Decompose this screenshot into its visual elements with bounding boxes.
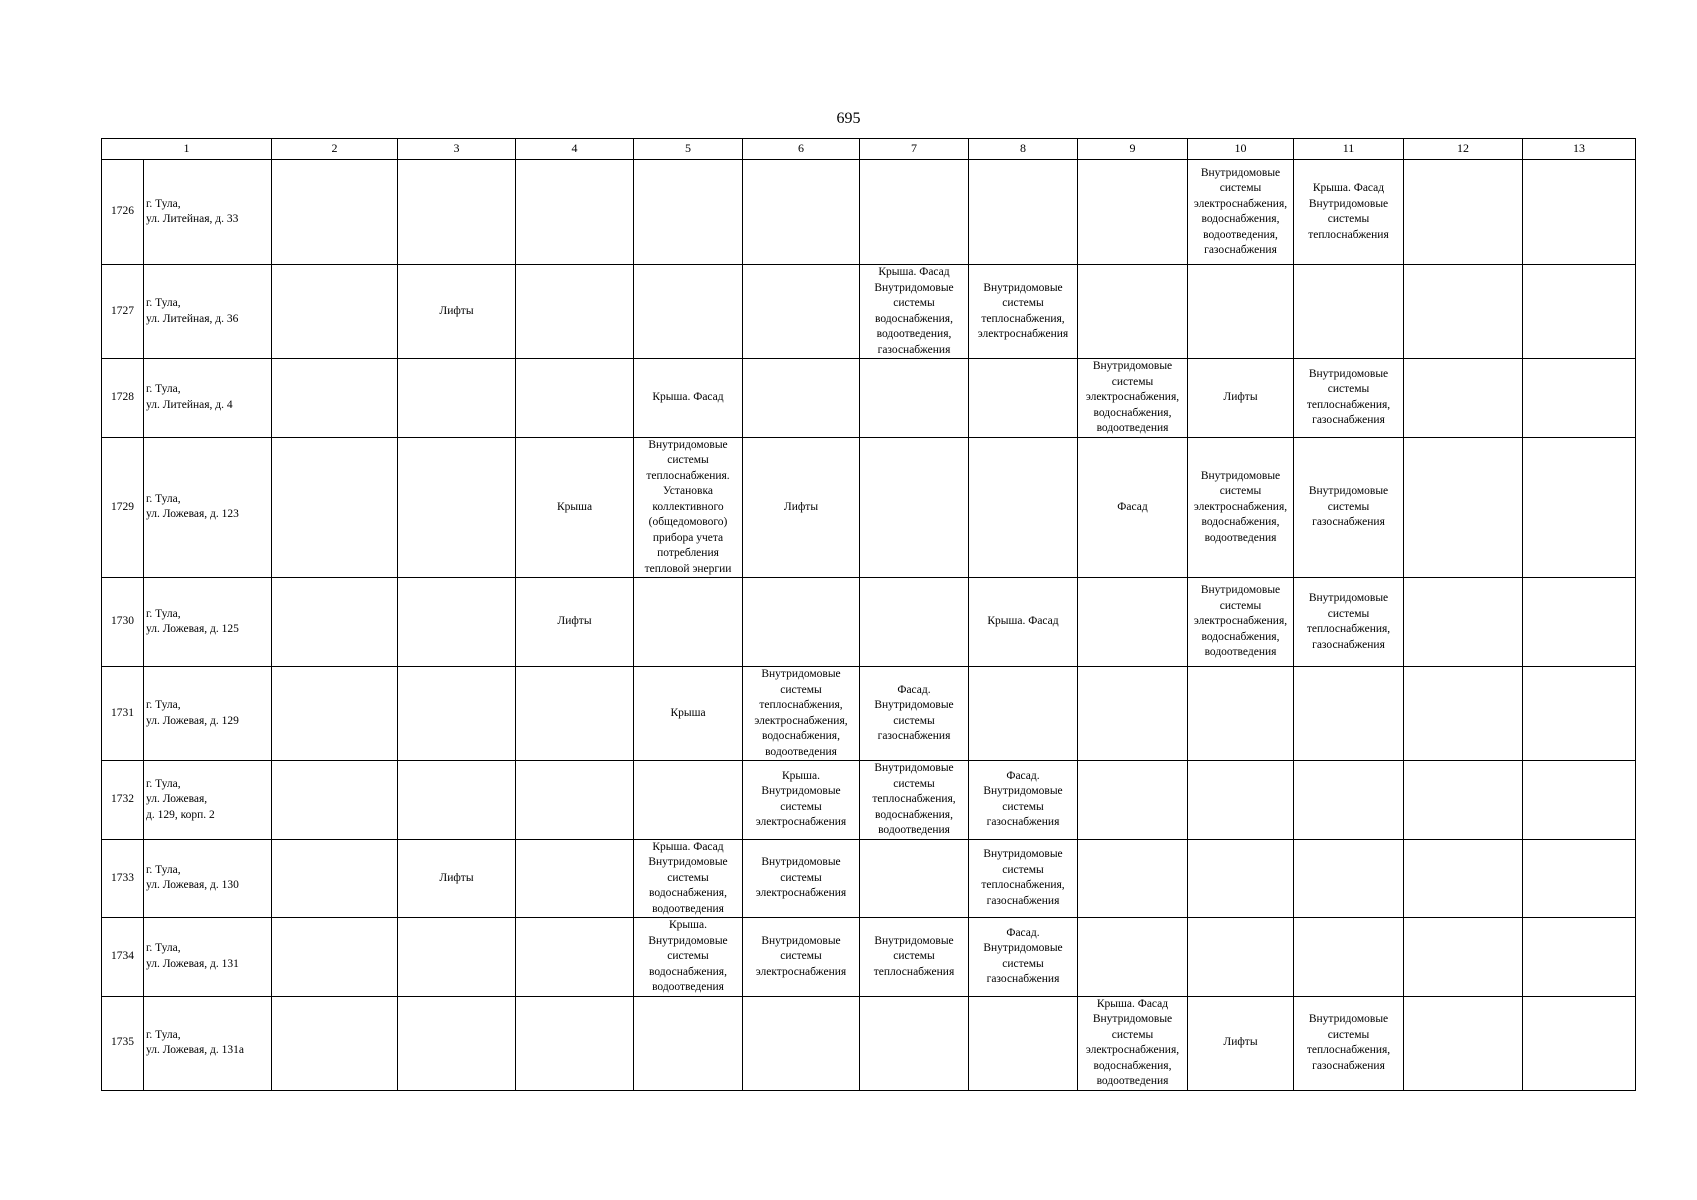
work-cell: Лифты xyxy=(1188,996,1294,1090)
work-cell: Внутридомовые системы газоснабжения xyxy=(1294,437,1404,578)
work-cell: Лифты xyxy=(1188,359,1294,438)
row-number: 1734 xyxy=(102,918,144,997)
work-cell xyxy=(1078,160,1188,265)
work-cell xyxy=(272,918,398,997)
work-cell: Лифты xyxy=(743,437,860,578)
work-cell: Фасад. Внутридомовые системы газоснабжения xyxy=(860,667,969,761)
table-row xyxy=(102,996,1636,1090)
table-row xyxy=(102,437,1636,578)
address-cell: г. Тула, ул. Литейная, д. 4 xyxy=(144,359,272,438)
work-cell: Внутридомовые системы электроснабжения, водоснабжения, водоотведения xyxy=(1188,578,1294,667)
row-number: 1728 xyxy=(102,359,144,438)
work-cell xyxy=(969,359,1078,438)
work-cell xyxy=(743,578,860,667)
address-cell: г. Тула, ул. Ложевая, д. 130 xyxy=(144,839,272,918)
column-header: 5 xyxy=(634,139,743,160)
work-cell: Внутридомовые системы теплоснабжения, газоснабжения xyxy=(1294,578,1404,667)
work-cell: Фасад. Внутридомовые системы газоснабжения xyxy=(969,761,1078,840)
work-cell xyxy=(272,160,398,265)
work-cell xyxy=(860,160,969,265)
work-schedule-table xyxy=(101,138,1636,1091)
table-row xyxy=(102,667,1636,761)
work-cell: Крыша. Внутридомовые системы водоснабжения, водоотведения xyxy=(634,918,743,997)
row-number: 1731 xyxy=(102,667,144,761)
work-cell xyxy=(1404,578,1523,667)
work-cell xyxy=(1294,839,1404,918)
work-cell xyxy=(1523,839,1636,918)
work-cell: Внутридомовые системы электроснабжения, водоснабжения, водоотведения xyxy=(1188,437,1294,578)
work-cell xyxy=(860,996,969,1090)
work-cell xyxy=(743,265,860,359)
work-cell: Крыша. Внутридомовые системы электроснабжения xyxy=(743,761,860,840)
row-number: 1730 xyxy=(102,578,144,667)
work-cell xyxy=(516,761,634,840)
work-cell xyxy=(1404,437,1523,578)
work-cell xyxy=(1523,761,1636,840)
work-cell: Лифты xyxy=(516,578,634,667)
table-row xyxy=(102,839,1636,918)
work-cell xyxy=(1078,578,1188,667)
work-cell xyxy=(398,160,516,265)
work-cell: Крыша. Фасад Внутридомовые системы электроснабжения, водоснабжения, водоотведения xyxy=(1078,996,1188,1090)
column-header: 10 xyxy=(1188,139,1294,160)
work-cell: Фасад. Внутридомовые системы газоснабжения xyxy=(969,918,1078,997)
work-cell: Фасад xyxy=(1078,437,1188,578)
work-cell xyxy=(860,839,969,918)
work-cell xyxy=(1294,667,1404,761)
work-cell xyxy=(1523,160,1636,265)
work-cell: Крыша xyxy=(516,437,634,578)
work-cell xyxy=(743,359,860,438)
work-cell xyxy=(860,437,969,578)
work-cell xyxy=(516,667,634,761)
work-cell: Крыша xyxy=(634,667,743,761)
work-cell xyxy=(272,839,398,918)
column-header: 13 xyxy=(1523,139,1636,160)
work-cell: Внутридомовые системы электроснабжения xyxy=(743,918,860,997)
work-cell xyxy=(1404,761,1523,840)
work-cell: Внутридомовые системы теплоснабжения, электроснабжения xyxy=(969,265,1078,359)
work-cell xyxy=(516,839,634,918)
page-number: 695 xyxy=(836,110,861,127)
work-cell xyxy=(516,359,634,438)
address-cell: г. Тула, ул. Ложевая, д. 129 xyxy=(144,667,272,761)
work-cell: Внутридомовые системы теплоснабжения, водоснабжения, водоотведения xyxy=(860,761,969,840)
work-cell xyxy=(272,265,398,359)
work-cell xyxy=(969,996,1078,1090)
address-cell: г. Тула, ул. Ложевая, д. 125 xyxy=(144,578,272,667)
table-row xyxy=(102,160,1636,265)
work-cell: Внутридомовые системы теплоснабжения. Установка коллективного (общедомового) прибора учета потребления тепловой энергии xyxy=(634,437,743,578)
work-cell xyxy=(1523,578,1636,667)
work-cell xyxy=(1078,839,1188,918)
work-cell xyxy=(969,437,1078,578)
column-header: 11 xyxy=(1294,139,1404,160)
column-header: 8 xyxy=(969,139,1078,160)
work-cell xyxy=(398,359,516,438)
work-cell xyxy=(1404,918,1523,997)
row-number: 1733 xyxy=(102,839,144,918)
work-cell xyxy=(1523,996,1636,1090)
work-cell xyxy=(743,996,860,1090)
work-cell xyxy=(1294,918,1404,997)
work-cell: Внутридомовые системы теплоснабжения, газоснабжения xyxy=(969,839,1078,918)
work-cell: Внутридомовые системы теплоснабжения, электроснабжения, водоснабжения, водоотведения xyxy=(743,667,860,761)
column-header: 9 xyxy=(1078,139,1188,160)
row-number: 1735 xyxy=(102,996,144,1090)
work-cell xyxy=(272,359,398,438)
work-cell xyxy=(1078,918,1188,997)
work-cell xyxy=(1404,996,1523,1090)
work-cell xyxy=(634,996,743,1090)
work-cell xyxy=(1404,839,1523,918)
work-cell xyxy=(1294,761,1404,840)
work-cell xyxy=(1523,359,1636,438)
work-cell xyxy=(398,918,516,997)
work-cell xyxy=(860,359,969,438)
work-cell: Внутридомовые системы электроснабжения xyxy=(743,839,860,918)
work-cell xyxy=(516,265,634,359)
column-header: 1 xyxy=(102,139,272,160)
row-number: 1727 xyxy=(102,265,144,359)
work-cell xyxy=(1078,265,1188,359)
address-cell: г. Тула, ул. Ложевая, д. 131а xyxy=(144,996,272,1090)
work-cell xyxy=(1523,918,1636,997)
work-cell xyxy=(1188,761,1294,840)
work-cell xyxy=(1188,839,1294,918)
work-cell xyxy=(1523,667,1636,761)
table-row xyxy=(102,265,1636,359)
work-cell xyxy=(516,160,634,265)
work-cell xyxy=(398,996,516,1090)
column-header: 3 xyxy=(398,139,516,160)
work-cell xyxy=(1078,667,1188,761)
table-row xyxy=(102,578,1636,667)
work-cell xyxy=(272,667,398,761)
work-cell: Внутридомовые системы электроснабжения, водоснабжения, водоотведения xyxy=(1078,359,1188,438)
work-cell xyxy=(272,578,398,667)
work-cell xyxy=(969,667,1078,761)
work-cell: Внутридомовые системы электроснабжения, водоснабжения, водоотведения, газоснабжения xyxy=(1188,160,1294,265)
column-header: 6 xyxy=(743,139,860,160)
address-cell: г. Тула, ул. Литейная, д. 33 xyxy=(144,160,272,265)
table-row xyxy=(102,359,1636,438)
work-cell xyxy=(969,160,1078,265)
work-cell: Внутридомовые системы теплоснабжения xyxy=(860,918,969,997)
work-cell xyxy=(272,761,398,840)
work-cell xyxy=(272,996,398,1090)
work-cell xyxy=(860,578,969,667)
work-cell xyxy=(1404,667,1523,761)
work-cell xyxy=(1404,359,1523,438)
column-header: 12 xyxy=(1404,139,1523,160)
row-number: 1729 xyxy=(102,437,144,578)
work-cell xyxy=(398,578,516,667)
work-cell xyxy=(634,578,743,667)
work-cell: Крыша. Фасад xyxy=(634,359,743,438)
work-cell: Крыша. Фасад xyxy=(969,578,1078,667)
work-cell: Внутридомовые системы теплоснабжения, газоснабжения xyxy=(1294,359,1404,438)
work-cell xyxy=(743,160,860,265)
work-cell xyxy=(1294,265,1404,359)
address-cell: г. Тула, ул. Литейная, д. 36 xyxy=(144,265,272,359)
table-row xyxy=(102,761,1636,840)
row-number: 1732 xyxy=(102,761,144,840)
work-cell xyxy=(634,160,743,265)
work-cell xyxy=(1523,265,1636,359)
header-row xyxy=(102,139,1636,160)
work-cell xyxy=(516,996,634,1090)
work-cell xyxy=(1188,265,1294,359)
work-cell xyxy=(634,265,743,359)
work-cell xyxy=(1188,667,1294,761)
work-cell xyxy=(398,437,516,578)
column-header: 2 xyxy=(272,139,398,160)
work-cell xyxy=(1404,160,1523,265)
work-cell: Крыша. Фасад Внутридомовые системы теплоснабжения xyxy=(1294,160,1404,265)
work-cell xyxy=(1404,265,1523,359)
work-cell xyxy=(1523,437,1636,578)
address-cell: г. Тула, ул. Ложевая, д. 129, корп. 2 xyxy=(144,761,272,840)
work-cell: Лифты xyxy=(398,839,516,918)
address-cell: г. Тула, ул. Ложевая, д. 123 xyxy=(144,437,272,578)
address-cell: г. Тула, ул. Ложевая, д. 131 xyxy=(144,918,272,997)
work-cell xyxy=(272,437,398,578)
work-cell: Внутридомовые системы теплоснабжения, газоснабжения xyxy=(1294,996,1404,1090)
work-cell: Крыша. Фасад Внутридомовые системы водоснабжения, водоотведения xyxy=(634,839,743,918)
work-cell xyxy=(634,761,743,840)
work-cell: Крыша. Фасад Внутридомовые системы водоснабжения, водоотведения, газоснабжения xyxy=(860,265,969,359)
work-cell xyxy=(398,667,516,761)
column-header: 7 xyxy=(860,139,969,160)
row-number: 1726 xyxy=(102,160,144,265)
work-cell xyxy=(1188,918,1294,997)
column-header: 4 xyxy=(516,139,634,160)
table-row xyxy=(102,918,1636,997)
work-cell: Лифты xyxy=(398,265,516,359)
work-cell xyxy=(516,918,634,997)
work-cell xyxy=(1078,761,1188,840)
work-cell xyxy=(398,761,516,840)
